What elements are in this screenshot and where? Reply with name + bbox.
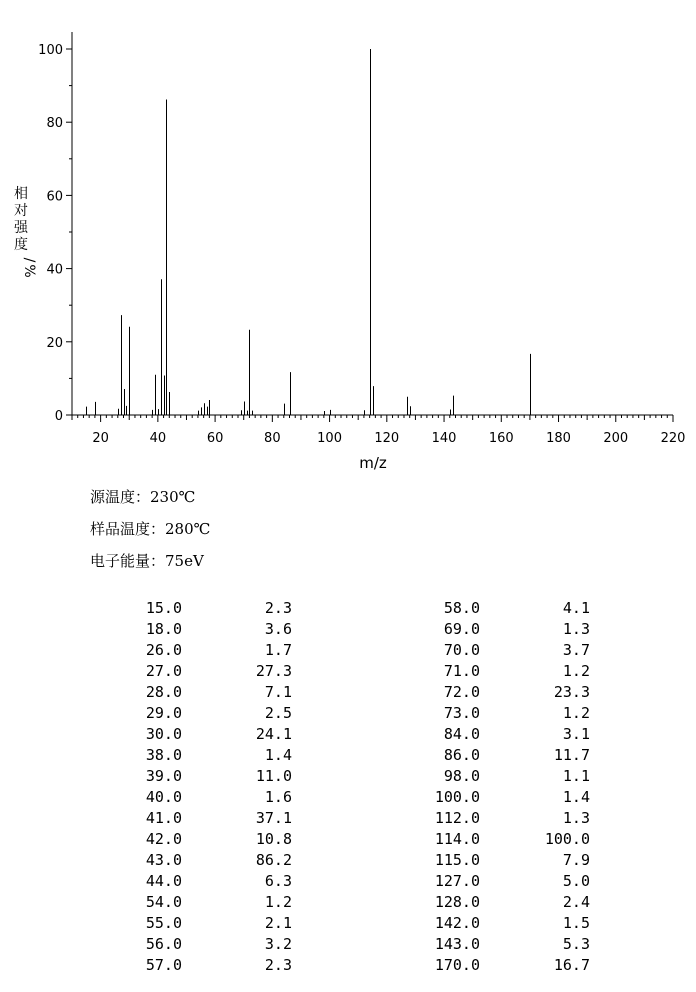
- table-cell-mz: 100.0: [434, 788, 480, 806]
- sample-temperature: 样品温度：280℃: [90, 520, 211, 538]
- table-cell-mz: 58.0: [443, 599, 480, 617]
- table-cell-intensity: 1.2: [562, 704, 590, 722]
- table-cell-intensity: 6.3: [264, 872, 292, 890]
- table-cell-mz: 127.0: [434, 872, 480, 890]
- y-axis-label-char: 对: [14, 203, 28, 219]
- table-cell-intensity: 2.4: [562, 893, 590, 911]
- table-cell-intensity: 3.2: [264, 935, 292, 953]
- table-cell-intensity: 2.3: [264, 956, 292, 974]
- table-cell-mz: 38.0: [145, 746, 182, 764]
- table-cell-mz: 44.0: [145, 872, 182, 890]
- table-cell-intensity: 1.3: [562, 809, 590, 827]
- y-tick-label: 40: [46, 262, 63, 278]
- table-cell-mz: 114.0: [434, 830, 480, 848]
- table-cell-intensity: 1.2: [562, 662, 590, 680]
- table-cell-mz: 73.0: [443, 704, 480, 722]
- table-cell-intensity: 100.0: [544, 830, 590, 848]
- table-cell-intensity: 3.1: [562, 725, 590, 743]
- table-cell-mz: 71.0: [443, 662, 480, 680]
- y-axis-label-char: 度: [14, 237, 28, 253]
- table-cell-mz: 86.0: [443, 746, 480, 764]
- table-cell-intensity: 3.6: [264, 620, 292, 638]
- table-cell-intensity: 1.7: [264, 641, 292, 659]
- table-cell-mz: 170.0: [434, 956, 480, 974]
- y-axis-label-char: /: [21, 257, 37, 263]
- table-cell-mz: 56.0: [145, 935, 182, 953]
- table-cell-intensity: 2.3: [264, 599, 292, 617]
- mass-spectrum-chart: [0, 0, 696, 480]
- y-tick-label: 0: [54, 409, 63, 424]
- table-cell-intensity: 16.7: [553, 956, 590, 974]
- table-cell-mz: 69.0: [443, 620, 480, 638]
- table-mz-column-left: [110, 598, 182, 976]
- x-tick-label: 60: [206, 431, 224, 446]
- table-cell-intensity: 11.7: [553, 746, 590, 764]
- table-cell-mz: 143.0: [434, 935, 480, 953]
- electron-energy: 电子能量：75eV: [90, 552, 204, 570]
- table-cell-intensity: 1.4: [562, 788, 590, 806]
- table-cell-mz: 57.0: [145, 956, 182, 974]
- table-cell-intensity: 2.1: [264, 914, 292, 932]
- table-cell-intensity: 86.2: [255, 851, 292, 869]
- y-tick-label: 80: [46, 116, 63, 132]
- table-cell-intensity: 5.3: [562, 935, 590, 953]
- x-tick-label: 220: [660, 431, 686, 446]
- table-cell-intensity: 4.1: [562, 599, 590, 617]
- y-tick-label: 60: [46, 189, 63, 205]
- chart-ticks: [38, 43, 685, 446]
- table-cell-mz: 27.0: [145, 662, 182, 680]
- table-cell-mz: 18.0: [145, 620, 182, 638]
- chart-peaks: [87, 49, 531, 415]
- table-cell-mz: 128.0: [434, 893, 480, 911]
- table-mz-column-right: [408, 598, 480, 976]
- table-cell-mz: 84.0: [443, 725, 480, 743]
- table-cell-intensity: 1.1: [562, 767, 590, 785]
- x-tick-label: 80: [264, 431, 281, 446]
- x-tick-label: 20: [92, 431, 109, 446]
- table-cell-mz: 42.0: [145, 830, 182, 848]
- table-cell-mz: 115.0: [434, 851, 480, 869]
- table-cell-intensity: 23.3: [553, 683, 590, 701]
- table-cell-mz: 112.0: [434, 809, 480, 827]
- table-cell-mz: 39.0: [145, 767, 182, 785]
- table-cell-mz: 98.0: [443, 767, 480, 785]
- table-cell-intensity: 5.0: [562, 872, 590, 890]
- table-cell-intensity: 1.2: [264, 893, 292, 911]
- table-cell-mz: 72.0: [443, 683, 480, 701]
- x-axis-label: m/z: [359, 454, 387, 472]
- table-intensity-column-right: [518, 598, 590, 976]
- table-cell-mz: 26.0: [145, 641, 182, 659]
- table-cell-mz: 29.0: [145, 704, 182, 722]
- table-cell-mz: 54.0: [145, 893, 182, 911]
- x-tick-label: 120: [374, 431, 400, 446]
- table-cell-mz: 43.0: [145, 851, 182, 869]
- table-cell-intensity: 1.6: [264, 788, 292, 806]
- table-cell-intensity: 2.5: [264, 704, 292, 722]
- table-cell-intensity: 7.1: [264, 683, 292, 701]
- table-cell-mz: 70.0: [443, 641, 480, 659]
- table-cell-intensity: 11.0: [255, 767, 292, 785]
- x-tick-label: 100: [317, 431, 342, 446]
- table-cell-mz: 15.0: [145, 599, 182, 617]
- table-cell-mz: 142.0: [434, 914, 480, 932]
- x-tick-label: 160: [488, 431, 514, 446]
- source-temperature: 源温度：230℃: [90, 488, 196, 506]
- y-tick-label: 100: [38, 43, 63, 58]
- table-cell-intensity: 3.7: [562, 641, 590, 659]
- x-tick-label: 200: [603, 431, 629, 446]
- table-cell-intensity: 1.5: [562, 914, 590, 932]
- y-axis-label-char: 强: [14, 220, 28, 236]
- y-axis-label-char: 相: [14, 186, 28, 202]
- table-cell-mz: 55.0: [145, 914, 182, 932]
- x-tick-label: 40: [149, 431, 167, 446]
- x-tick-label: 180: [546, 431, 571, 446]
- y-axis-label-char: %: [21, 264, 37, 278]
- table-cell-intensity: 37.1: [255, 809, 292, 827]
- table-cell-mz: 30.0: [145, 725, 182, 743]
- table-cell-mz: 40.0: [145, 788, 182, 806]
- table-cell-mz: 41.0: [145, 809, 182, 827]
- table-cell-intensity: 1.3: [562, 620, 590, 638]
- x-tick-label: 140: [431, 431, 457, 446]
- chart-axes: [72, 32, 673, 415]
- table-cell-intensity: 1.4: [264, 746, 292, 764]
- table-cell-intensity: 7.9: [562, 851, 590, 869]
- table-cell-mz: 28.0: [145, 683, 182, 701]
- table-cell-intensity: 27.3: [255, 662, 292, 680]
- y-tick-label: 20: [46, 335, 63, 351]
- y-axis-label: [14, 185, 37, 278]
- table-intensity-column-left: [220, 598, 292, 976]
- table-cell-intensity: 24.1: [255, 725, 292, 743]
- table-cell-intensity: 10.8: [255, 830, 292, 848]
